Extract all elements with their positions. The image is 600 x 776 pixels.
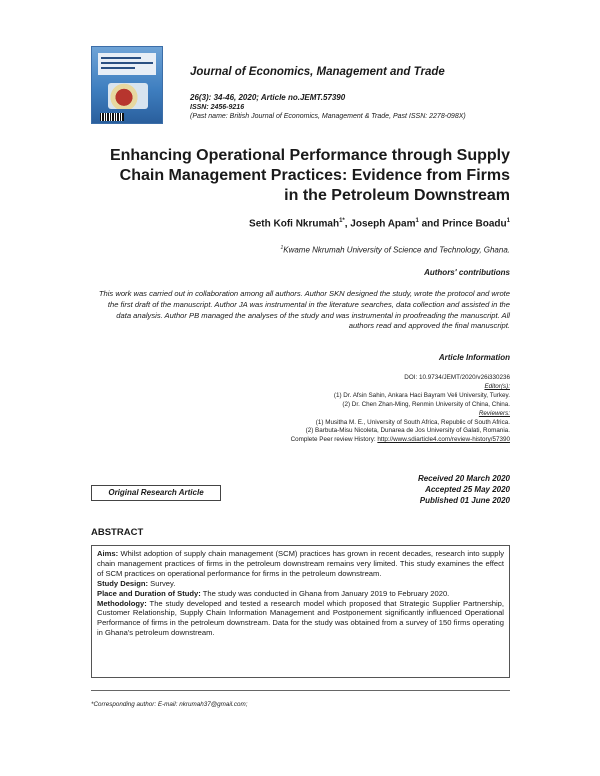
author-list	[249, 218, 510, 229]
paper-title	[60, 146, 510, 206]
place-label: Place and Duration of Study:	[97, 588, 201, 598]
abstract-aims	[97, 549, 504, 579]
editor-entry: (1) Dr. Afsin Sahin, Ankara Haci Bayram Veli University, Turkey.	[333, 391, 510, 399]
author-mark: 1	[506, 218, 510, 224]
journal-name: Journal of Economics, Management and Trade	[190, 66, 445, 78]
abstract-design	[97, 579, 504, 589]
author-separator: ,	[344, 218, 351, 230]
aims-text: Whilst adoption of supply chain management (SCM) practices has grown in recent decades, research into supply chain management practices of firms in the petroleum downstream remains very limited. This study examines the effect of SCM practices on operational performance for firms in the petroleum downstream.	[97, 549, 504, 578]
method-text: The study developed and tested a research model which proposed that Strategic Supplier Partnership, Customer Relationship, Supply Chain Information Management and Postponement significantly influenced Operational Performance of firms in the petroleum downstream. Data for the study was obtained from a survey of 150 firms operating in Ghana's petroleum downstream.	[97, 598, 504, 638]
journal-volume: 26(3): 34-46, 2020; Article no.JEMT.57390	[190, 93, 346, 102]
author-mark: 1	[415, 218, 419, 224]
footnote-divider	[91, 690, 510, 691]
article-info-heading: Article Information	[438, 353, 510, 362]
author-separator: and	[418, 218, 443, 230]
title-line: Enhancing Operational Performance through Supply	[109, 147, 510, 164]
editors-label: Editor(s):	[484, 382, 510, 390]
contributions-text: This work was carried out in collaboration among all authors. Author SKN designed the study, wrote the protocol and wrote the first draft of the manuscript. Author JA was instrumental in the literature searches, data collection and assisted in the data analysis. Author PB managed the analyses of the study and was instrumental in proofreading the manuscript. All authors read and approved the final manuscript.	[98, 289, 510, 331]
author-name: Seth Kofi Nkrumah	[249, 218, 340, 230]
reviewer-entry: (2) Barbuta-Misu Nicoleta, Dunarea de Jos University of Galati, Romania.	[305, 427, 510, 435]
review-history-link[interactable]: http://www.sdiarticle4.com/review-history/57390	[377, 436, 510, 444]
author-name: Prince Boadu	[442, 218, 507, 230]
place-text: The study was conducted in Ghana from January 2019 to February 2020.	[200, 588, 450, 598]
abstract-place	[97, 589, 504, 599]
title-line: in the Petroleum Downstream	[284, 187, 510, 204]
reviewer-entry: (1) Musitha M. E., University of South Africa, Republic of South Africa.	[315, 418, 510, 426]
affiliation-mark: 1	[280, 245, 284, 251]
design-label: Study Design:	[97, 578, 149, 588]
journal-past-name: (Past name: British Journal of Economics, Management & Trade, Past ISSN: 2278-098X)	[190, 113, 466, 120]
journal-issn: ISSN: 2456-9216	[190, 104, 245, 111]
abstract-method	[97, 599, 504, 639]
article-type-box: Original Research Article	[91, 485, 221, 501]
reviewers-label: Reviewers:	[478, 409, 510, 417]
affiliation-text: Kwame Nkrumah University of Science and Technology, Ghana.	[283, 245, 510, 255]
published-date: Published 01 June 2020	[419, 496, 510, 505]
author-mark: 1*	[339, 218, 345, 224]
aims-label: Aims:	[97, 549, 119, 558]
accepted-date: Accepted 25 May 2020	[425, 485, 510, 494]
contributions-heading: Authors' contributions	[424, 268, 510, 277]
abstract-box	[91, 545, 510, 678]
design-text: Survey.	[148, 578, 176, 588]
author-name: Joseph Apam	[350, 218, 416, 230]
review-history	[291, 436, 510, 445]
abstract-heading: ABSTRACT	[91, 527, 144, 538]
doi: DOI: 10.9734/JEMT/2020/v26i330236	[404, 374, 510, 381]
corresponding-author-footnote: *Corresponding author: E-mail: nkrumah37@gmail.com;	[91, 701, 248, 708]
editor-entry: (2) Dr. Chen Zhan-Ming, Renmin University of China, China.	[342, 400, 510, 408]
journal-cover-image	[91, 46, 163, 124]
affiliation	[280, 245, 510, 255]
method-label: Methodology:	[97, 598, 147, 608]
article-dates	[418, 473, 510, 506]
received-date: Received 20 March 2020	[417, 474, 510, 483]
article-info	[291, 374, 510, 445]
review-history-label: Complete Peer review History:	[290, 436, 378, 444]
title-line: Chain Management Practices: Evidence from Firms	[119, 167, 510, 184]
